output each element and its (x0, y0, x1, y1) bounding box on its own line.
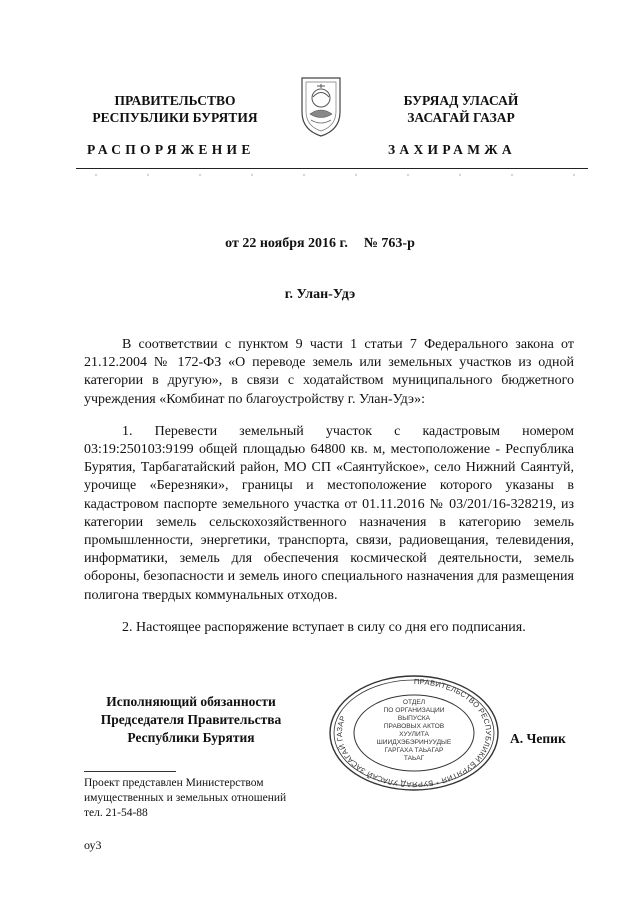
stamp-line: ПРАВОВЫХ АКТОВ (383, 723, 445, 730)
footer-divider (84, 771, 176, 772)
document-city: г. Улан-Удэ (284, 287, 356, 302)
stamp-line: ШИИДХЭБЭРИНУУДЫЕ (376, 739, 452, 746)
stamp-line: ВЫПУСКА (397, 715, 431, 722)
buryatia-coat-of-arms-icon (296, 74, 346, 138)
footer-code: оу3 (84, 838, 102, 852)
stamp-line: ПО ОРГАНИЗАЦИИ (383, 707, 445, 714)
stamp-line: ГАРГАХА ТАЬАГАР (384, 747, 444, 754)
stamp-ring-text: ПРАВИТЕЛЬСТВО РЕСПУБЛИКИ БУРЯТИЯ * БУРЯАД УЛАСАЙ ЗАСАГАЙ ГАЗАР (334, 676, 493, 790)
document-date: от 22 ноября 2016 г. (225, 236, 348, 251)
footer-note-line-3: тел. 21-54-88 (84, 807, 148, 819)
signatory-title (76, 693, 306, 747)
preamble-paragraph: В соответствии с пунктом 9 части 1 статьи 7 Федерального закона от 21.12.2004 № 172-ФЗ «О переводе земель или земельных участков из одной категории в другую», в связи с ходатайством муниципального бюджетного учреждения «Комбинат по благоустройству г. Улан-Удэ»: (84, 337, 574, 407)
document-date-number (0, 236, 640, 252)
doc-kind-russian: РАСПОРЯЖЕНИЕ (87, 142, 255, 157)
stamp-line: ХУУЛИТА (399, 731, 429, 738)
header-right-line-2: ЗАСАГАЙ ГАЗАР (407, 110, 515, 125)
signatory-title-line-1: Исполняющий обязанности (106, 694, 276, 709)
clause-1-paragraph: 1. Перевести земельный участок с кадастровым номером 03:19:250103:9199 общей площадью 64800 кв. м, местоположение - Республика Бурятия, Тарбагатайский район, МО СП «Саянтуйское», село Нижний Саянтуй, урочище «Березняки», границы и местоположение которого указаны в кадастровом паспорте земельного участка от 01.11.2016 № 03/201/16-328219, из категории земель сельскохозяйственного назначения в категорию земель промышленности, энергетики, транспорта, связи, радиовещания, телевидения, информатики, земель для обеспечения космической деятельности, земель обороны, безопасности и земель иного специального назначения для размещения полигона твердых коммунальных отходов. (84, 423, 574, 603)
footer-note-line-2: имущественных и земельных отношений (84, 792, 287, 804)
footer-note-line-1: Проект представлен Министерством (84, 777, 264, 789)
clause-2-paragraph: 2. Настоящее распоряжение вступает в силу со дня его подписания. (122, 619, 526, 635)
document-number: № 763-р (363, 236, 415, 251)
stamp-line: ТАЬАГ (403, 755, 425, 762)
header-left-line-1: ПРАВИТЕЛЬСТВО (114, 93, 236, 108)
header-left-org (60, 92, 290, 126)
doc-kind-buryat: ЗАХИРАМЖА (388, 142, 516, 157)
document-body (84, 336, 574, 637)
header-right-line-1: БУРЯАД УЛАСАЙ (403, 93, 519, 108)
official-stamp (326, 672, 502, 792)
header-right-org (346, 92, 576, 126)
signatory-title-line-3: Республики Бурятия (127, 730, 255, 745)
header-divider (76, 168, 588, 169)
header-left-line-2: РЕСПУБЛИКИ БУРЯТИЯ (92, 110, 258, 125)
signatory-title-line-2: Председателя Правительства (100, 712, 282, 727)
footer-note (84, 776, 384, 821)
signer-name: А. Чепик (510, 731, 566, 746)
stamp-line: ОТДЕЛ (402, 699, 426, 706)
header-dotted-divider (76, 172, 588, 178)
